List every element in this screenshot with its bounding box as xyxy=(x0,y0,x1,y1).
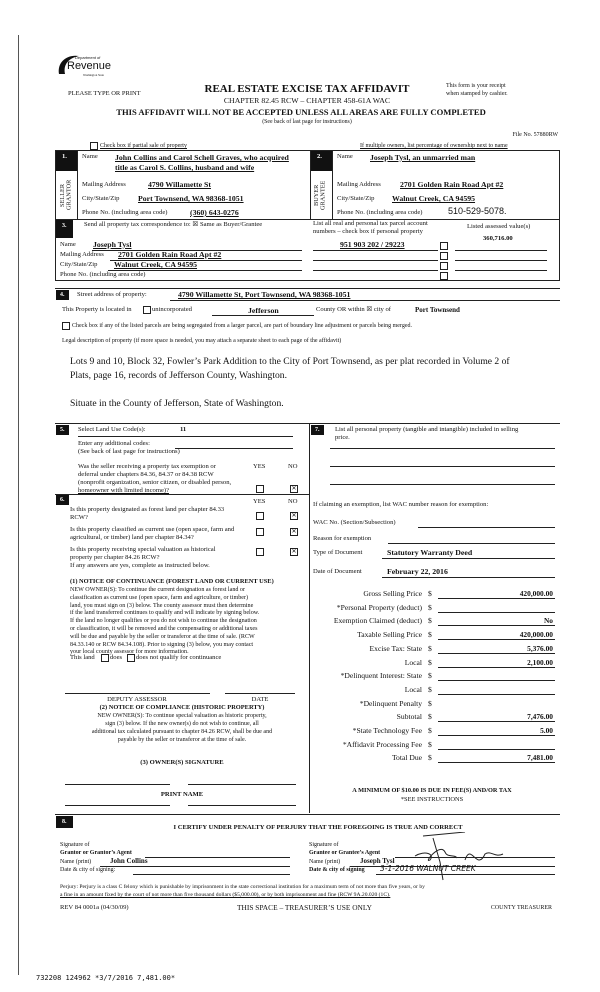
buyer-phone-label: Phone No. (including area code) xyxy=(337,209,423,216)
historic-yes-checkbox[interactable] xyxy=(256,548,264,556)
additional-codes-label: Enter any additional codes: xyxy=(78,440,150,447)
historic-question: Is this property receiving special valuation as historical xyxy=(70,546,216,553)
segregated-label: Check box if any of the listed parcels are being segregated from a larger parcel, are part of boundary line adjustment or parcels being merged. xyxy=(72,323,412,329)
if-yes-note: If any answers are yes, complete as instructed below. xyxy=(70,562,210,569)
section-5-number: 5. xyxy=(56,425,69,435)
see-back: (See back of last page for instructions) xyxy=(262,119,352,125)
perjury-notice-2: a fine in an amount fixed by the court of not more than five thousand dollars ($5,000.00), or by both imprisonment and fine (RCW 9A.20.020 (1C). xyxy=(60,892,391,898)
file-number: File No. 57880RW xyxy=(512,132,558,138)
amount-label: Total Due xyxy=(391,753,422,763)
currency-symbol: $ xyxy=(428,739,432,749)
buyer-name-label: Name xyxy=(337,153,353,160)
receipt-note: This form is your receipt xyxy=(446,83,506,89)
does-label: does xyxy=(110,654,123,661)
notice-line: your local county assessor for more information. xyxy=(70,649,189,656)
personal-property-checkbox-1[interactable] xyxy=(440,242,448,250)
doc-type-value[interactable]: Statutory Warranty Deed xyxy=(387,548,473,557)
notice-line: if the land transferred continues to qualify and will indicate by signing below. xyxy=(70,610,260,617)
section-1-number: 1. xyxy=(62,153,67,160)
form-title: REAL ESTATE EXCISE TAX AFFIDAVIT xyxy=(204,83,410,95)
grantor-agent-label: Grantor or Grantor’s Agent xyxy=(60,850,132,856)
doc-date-label: Date of Document xyxy=(313,568,362,575)
this-land-label: This land xyxy=(70,654,95,661)
certify-statement: I CERTIFY UNDER PENALTY OF PERJURY THAT THE FOREGOING IS TRUE AND CORRECT xyxy=(173,824,463,831)
grantee-date-value[interactable]: 3-1-2016 WALNUT CREEK xyxy=(380,864,476,873)
amount-label: Local xyxy=(404,657,422,667)
amount-label: Subtotal xyxy=(396,712,422,722)
multiple-owners-note: If multiple owners, list percentage of ownership next to name xyxy=(360,143,508,149)
seller-phone-value[interactable]: (360) 643-0276 xyxy=(190,208,239,217)
grantor-name-label: Name (print) xyxy=(60,859,92,865)
section-2-number: 2. xyxy=(317,153,322,160)
buyer-phone-value[interactable]: 510-529-5078. xyxy=(448,206,507,216)
form-chapter: CHAPTER 82.45 RCW – CHAPTER 458-61A WAC xyxy=(223,96,391,105)
please-type: PLEASE TYPE OR PRINT xyxy=(68,90,141,97)
minimum-due-note: A MINIMUM OF $10.00 IS DUE IN FEE(S) AND/OR TAX xyxy=(352,787,512,794)
seller-phone-label: Phone No. (including area code) xyxy=(82,209,168,216)
amount-label: *Affidavit Processing Fee xyxy=(342,739,422,749)
correspondence-phone-label: Phone No. (including area code) xyxy=(60,271,146,278)
treasurer-space-label: THIS SPACE – TREASURER’S USE ONLY xyxy=(237,903,372,912)
city-value[interactable]: Port Townsend xyxy=(415,306,460,314)
notice-line: will be due and payable by the seller or transferor at the time of sale. (RCW xyxy=(70,633,255,640)
section-8-number: 8. xyxy=(56,816,73,828)
personal-property-checkbox-3[interactable] xyxy=(440,262,448,270)
correspondence-mail-value[interactable]: 2701 Golden Rain Road Apt #2 xyxy=(118,250,222,259)
assessed-value[interactable]: 360,716.00 xyxy=(483,235,513,242)
legal-description-label: Legal description of property (if more space is needed, you may attach a separate sheet to each page of the affidavit) xyxy=(62,338,342,344)
currency-symbol: $ xyxy=(428,589,432,598)
see-instructions: *SEE INSTRUCTIONS xyxy=(400,796,464,803)
amount-value[interactable]: 420,000.00 xyxy=(519,589,553,598)
land-use-label: Select Land Use Code(s): xyxy=(78,426,146,433)
seller-city-value[interactable]: Port Townsend, WA 98368-1051 xyxy=(138,194,244,203)
deputy-assessor-label: DEPUTY ASSESSOR xyxy=(107,696,167,703)
segregated-checkbox[interactable] xyxy=(62,322,70,330)
seller-name-line-2[interactable]: title as Carol S. Collins, husband and wife xyxy=(115,163,255,172)
grantee-agent-label: Grantee or Grantee’s Agent xyxy=(309,850,381,856)
county-value[interactable]: Jefferson xyxy=(248,306,279,315)
partial-sale-label: Check box if partial sale of property xyxy=(100,143,187,149)
doc-type-label: Type of Document xyxy=(313,549,363,556)
exemption-yes-checkbox[interactable] xyxy=(256,485,264,493)
located-label: This Property is located in xyxy=(62,306,132,313)
print-name-label: PRINT NAME xyxy=(160,791,204,798)
currency-symbol: $ xyxy=(428,753,432,763)
county-treasurer-label: COUNTY TREASURER xyxy=(490,905,552,911)
grantee-date-label: Date & city of signing xyxy=(309,867,365,873)
amount-value[interactable]: 420,000.00 xyxy=(519,630,553,640)
amount-label: Local xyxy=(404,684,422,694)
buyer-city-label: City/State/Zip xyxy=(337,195,375,202)
legal-description-line-2[interactable]: Plats, page 16, records of Jefferson County, Washington. xyxy=(70,370,288,381)
notice-compliance-line: sign (3) below. If the new owner(s) do not wish to continue, all xyxy=(105,721,259,727)
currency-symbol: $ xyxy=(428,630,432,640)
owner-signature-label: (3) OWNER(S) SIGNATURE xyxy=(140,759,224,766)
amount-label: Taxable Selling Price xyxy=(357,630,422,640)
seller-mail-value[interactable]: 4790 Willamette St xyxy=(148,180,211,189)
parcel-header: List all real and personal tax parcel account xyxy=(313,220,428,227)
exemption-claim-label: If claiming an exemption, list WAC number reason for exemption: xyxy=(313,501,489,508)
correspondence-name-value[interactable]: Joseph Tysl xyxy=(93,240,132,249)
grantee-signature-label: Signature of xyxy=(309,842,339,848)
current-use-question-2: agricultural, or timber) land per chapter 84.34? xyxy=(70,534,194,541)
unincorporated-label: unincorporated xyxy=(152,306,192,313)
section-6-number: 6. xyxy=(56,495,69,505)
grantor-name-value[interactable]: John Collins xyxy=(110,857,148,865)
correspondence-city-label: City/State/Zip xyxy=(60,261,98,268)
land-use-code[interactable]: 11 xyxy=(180,426,187,433)
perjury-notice: Perjury: Perjury is a class C felony which is punishable by imprisonment in the state correctional institution for a maximum term of not more than five years, or by xyxy=(60,884,425,890)
currency-symbol: $ xyxy=(428,712,432,722)
receipt-note-2: when stamped by cashier. xyxy=(446,91,508,97)
exemption-question: Was the seller receiving a property tax exemption or xyxy=(78,463,216,470)
seller-name-label: Name xyxy=(82,153,98,160)
county-or-city-label: County OR within ☒ city of xyxy=(316,306,391,313)
seller-name-line-1[interactable]: John Collins and Carol Schell Graves, who acquired xyxy=(115,153,289,162)
wac-field[interactable] xyxy=(418,527,555,528)
forest-yes-checkbox[interactable] xyxy=(256,512,264,520)
parcel-number[interactable]: 951 903 202 / 29223 xyxy=(340,240,405,249)
current-use-yes-checkbox[interactable] xyxy=(256,528,264,536)
reason-field[interactable] xyxy=(388,543,555,544)
no-header-6: NO xyxy=(288,498,298,505)
notice-compliance-title: (2) NOTICE OF COMPLIANCE (HISTORIC PROPERTY) xyxy=(99,704,265,711)
notice-compliance-line: NEW OWNER(S): To continue special valuation as historic property, xyxy=(97,713,267,719)
currency-symbol: $ xyxy=(428,671,432,681)
notice-continuance-text xyxy=(70,587,305,657)
notice-line: or classification, it will be removed and the compensating or additional taxes xyxy=(70,625,258,632)
amount-label: *State Technology Fee xyxy=(352,726,422,735)
amount-label: *Delinquent Penalty xyxy=(359,698,422,708)
date-label: DATE xyxy=(251,696,269,703)
notice-line: 84.33.140 or RCW 84.34.108). Prior to signing (3) below, you may contact xyxy=(70,641,254,648)
exemption-no-checkbox[interactable]: ✕ xyxy=(291,486,297,492)
logo-text-bottom: Washington State xyxy=(83,73,105,77)
currency-symbol: $ xyxy=(428,684,432,694)
amount-label: Exemption Claimed (deduct) xyxy=(333,616,422,626)
amount-label: Excise Tax: State xyxy=(369,643,422,653)
buyer-mail-label: Mailing Address xyxy=(337,181,381,188)
street-address-label: Street address of property: xyxy=(77,291,147,298)
seller-city-label: City/State/Zip xyxy=(82,195,120,202)
personal-property-label: List all personal property (tangible and intangible) included in selling xyxy=(335,426,519,433)
grantee-name-label: Name (print) xyxy=(309,859,341,865)
current-use-no-checkbox[interactable]: ✕ xyxy=(291,529,297,535)
seller-mail-label: Mailing Address xyxy=(82,181,126,188)
notice-line: land, you must sign on (3) below. The county assessor must then determine xyxy=(70,602,254,609)
notice-compliance-line: payable by the seller or transferor at the time of sale. xyxy=(117,737,247,743)
amount-value[interactable]: 5,376.00 xyxy=(527,643,553,653)
seller-grantor-label: SELLER GRANTOR xyxy=(59,179,73,211)
correspondence-name-label: Name xyxy=(60,241,76,248)
grantor-signature-field[interactable] xyxy=(145,857,290,858)
amount-label: *Delinquent Interest: State xyxy=(340,671,422,681)
personal-property-checkbox-2[interactable] xyxy=(440,252,448,260)
notice-line: NEW OWNER(S): To continue the current designation as forest land or xyxy=(70,587,246,593)
dor-logo xyxy=(55,52,117,80)
section-4-number: 4. xyxy=(56,290,69,300)
current-use-question: Is this property classified as current use (open space, farm and xyxy=(70,526,235,533)
yes-header: YES xyxy=(253,463,266,470)
grantor-signature-label: Signature of xyxy=(60,842,90,848)
doc-date-value[interactable]: February 22, 2016 xyxy=(387,567,448,576)
historic-no-checkbox[interactable]: ✕ xyxy=(291,549,297,555)
scan-edge xyxy=(18,35,19,975)
amount-label: *Personal Property (deduct) xyxy=(336,602,422,612)
currency-symbol: $ xyxy=(428,726,432,735)
notice-line: classification as current use (open space, farm and agriculture, or timber) xyxy=(70,594,248,601)
exemption-question-4: homeowner with limited income)? xyxy=(78,487,170,494)
form-revision: REV 84 0001a (04/30/09) xyxy=(60,904,129,911)
amount-value[interactable]: 7,481.00 xyxy=(527,753,553,763)
grantee-name-value[interactable]: Joseph Tysl xyxy=(360,857,395,865)
correspondence-city-value[interactable]: Walnut Creek, CA 94595 xyxy=(114,260,198,269)
no-header: NO xyxy=(288,463,298,470)
forest-land-question: Is this property designated as forest land per chapter 84.33 xyxy=(70,506,225,513)
legal-description-line-3[interactable]: Situate in the County of Jefferson, State of Washington. xyxy=(70,398,284,409)
notice-continuance-title: (1) NOTICE OF CONTINUANCE (FOREST LAND OR CURRENT USE) xyxy=(70,578,274,585)
qualifies-checkbox[interactable] xyxy=(101,654,109,662)
partial-sale-checkbox[interactable] xyxy=(90,142,98,150)
exemption-question-2: deferral under chapters 84.36, 84.37 or 84.38 RCW xyxy=(78,471,214,478)
currency-symbol: $ xyxy=(428,657,432,667)
amount-label: Gross Selling Price xyxy=(363,589,422,598)
form-warning: THIS AFFIDAVIT WILL NOT BE ACCEPTED UNLESS ALL AREAS ARE FULLY COMPLETED xyxy=(116,107,486,117)
section-3-number: 3. xyxy=(56,220,73,238)
assessed-header: Listed assessed value(s) xyxy=(467,223,531,230)
parcel-header-2: numbers – check box if personal property xyxy=(313,228,423,235)
additional-codes-note: (See back of last page for instructions) xyxy=(78,448,180,455)
notice-compliance-line: additional tax calculated pursuant to chapter 84.26 RCW, shall be due and xyxy=(91,729,273,735)
exemption-question-3: (nonprofit organization, senior citizen, or disabled person, xyxy=(78,479,232,486)
historic-question-2: property per chapter 84.26 RCW? xyxy=(70,554,160,561)
buyer-name-value[interactable]: Joseph Tysl, an unmarried man xyxy=(370,153,476,162)
does-not-label: does not qualify for continuance xyxy=(136,654,222,661)
amount-value[interactable]: 5.00 xyxy=(540,726,553,735)
correspondence-mail-label: Mailing Address xyxy=(60,251,104,258)
amount-value[interactable]: 2,100.00 xyxy=(527,657,553,667)
street-address-value[interactable]: 4790 Willamette St, Port Townsend, WA 98368-1051 xyxy=(178,290,351,299)
grantor-date-field[interactable] xyxy=(133,874,290,875)
does-not-qualify-checkbox[interactable] xyxy=(127,654,135,662)
legal-description-line-1[interactable]: Lots 9 and 10, Block 32, Fowler’s Park Addition to the City of Port Townsend, as per plat recorded in Volume 2 of xyxy=(70,356,510,367)
personal-property-label-2: price. xyxy=(335,434,350,441)
grantor-date-label: Date & city of signing: xyxy=(60,867,116,873)
amount-value[interactable]: No xyxy=(543,616,553,626)
currency-symbol: $ xyxy=(428,643,432,653)
tax-correspondence-label: Send all property tax correspondence to: ☒ Same as Buyer/Grantee xyxy=(84,221,263,228)
reason-label: Reason for exemption xyxy=(313,535,372,542)
forest-land-question-2: RCW? xyxy=(70,514,88,521)
forest-no-checkbox[interactable]: ✕ xyxy=(291,513,297,519)
currency-symbol: $ xyxy=(428,698,432,708)
amount-value[interactable]: 7,476.00 xyxy=(527,712,553,722)
logo-text: Revenue xyxy=(67,60,112,72)
currency-symbol: $ xyxy=(428,602,432,612)
buyer-city-value[interactable]: Walnut Creek, CA 94595 xyxy=(392,194,476,203)
notice-line: If the land no longer qualifies or you do not wish to continue the designation xyxy=(70,618,257,625)
wac-label: WAC No. (Section/Subsection) xyxy=(313,519,396,526)
yes-header-6: YES xyxy=(253,498,266,505)
buyer-mail-value[interactable]: 2701 Golden Rain Road Apt #2 xyxy=(400,180,504,189)
logo-text-top: Department of xyxy=(75,55,101,60)
personal-property-checkbox-4[interactable] xyxy=(440,272,448,280)
currency-symbol: $ xyxy=(428,616,432,626)
buyer-grantee-label: BUYER GRANTEE xyxy=(313,180,327,210)
treasurer-receipt-stamp: 732208 124962 *3/7/2016 7,481.00* xyxy=(36,974,176,982)
section-7-number: 7. xyxy=(311,425,324,435)
unincorporated-checkbox[interactable] xyxy=(143,306,151,314)
